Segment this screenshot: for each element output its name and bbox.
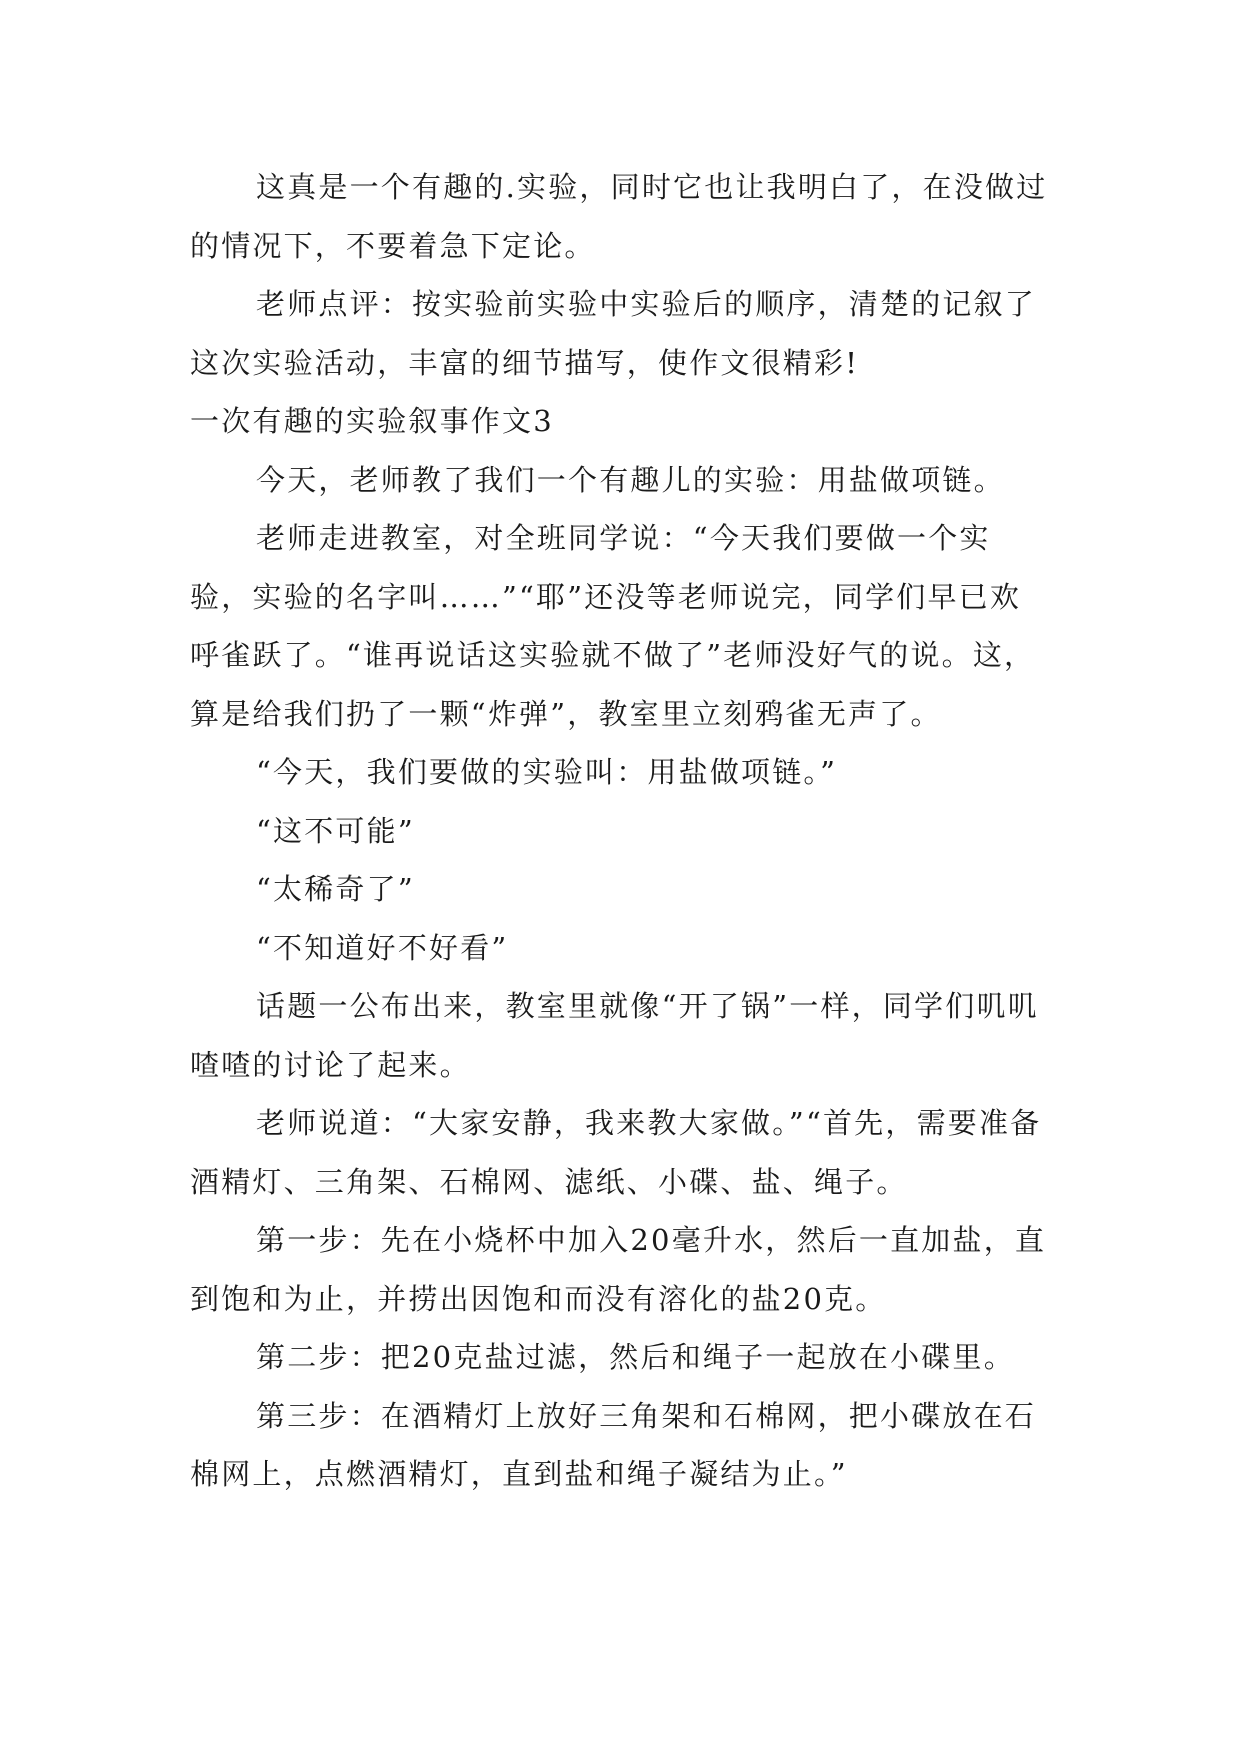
paragraph-teacher-enters: 老师走进教室，对全班同学说：“今天我们要做一个实验，实验的名字叫……”“耶”还没等老师说完，同学们早已欢呼雀跃了。“谁再说话这实验就不做了”老师没好气的说。这，算是给我们扔了一颗“炸弹”，教室里立刻鸦雀无声了。: [190, 521, 1036, 731]
paragraph-quote-impossible: “这不可能”: [256, 813, 415, 848]
paragraph-discussion: 话题一公布出来，教室里就像“开了锅”一样，同学们叽叽喳喳的讨论了起来。: [190, 989, 1039, 1082]
document-body: [190, 158, 1052, 1504]
paragraph-step-one: 第一步：先在小烧杯中加入20毫升水，然后一直加盐，直到饱和为止，并捞出因饱和而没有溶化的盐20克。: [190, 1223, 1047, 1316]
paragraph-step-two: 第二步：把20克盐过滤，然后和绳子一起放在小碟里。: [256, 1340, 1015, 1374]
paragraph-conclusion: 这真是一个有趣的.实验，同时它也让我明白了，在没做过的情况下，不要着急下定论。: [190, 170, 1048, 263]
essay-heading: 一次有趣的实验叙事作文3: [190, 404, 554, 438]
paragraph-teacher-comment: 老师点评：按实验前实验中实验后的顺序，清楚的记叙了这次实验活动，丰富的细节描写，使作文很精彩!: [190, 287, 1037, 380]
paragraph-step-three: 第三步：在酒精灯上放好三角架和石棉网，把小碟放在石棉网上，点燃酒精灯，直到盐和绳子凝结为止。”: [190, 1398, 1037, 1491]
paragraph-materials: 老师说道：“大家安静，我来教大家做。”“首先，需要准备酒精灯、三角架、石棉网、滤纸、小碟、盐、绳子。: [190, 1106, 1042, 1199]
paragraph-quote-experiment-name: “今天，我们要做的实验叫：用盐做项链。”: [256, 755, 838, 789]
paragraph-quote-amazing: “太稀奇了”: [256, 872, 415, 906]
paragraph-quote-looks: “不知道好不好看”: [256, 930, 509, 965]
paragraph-intro: 今天，老师教了我们一个有趣儿的实验：用盐做项链。: [256, 462, 1005, 497]
